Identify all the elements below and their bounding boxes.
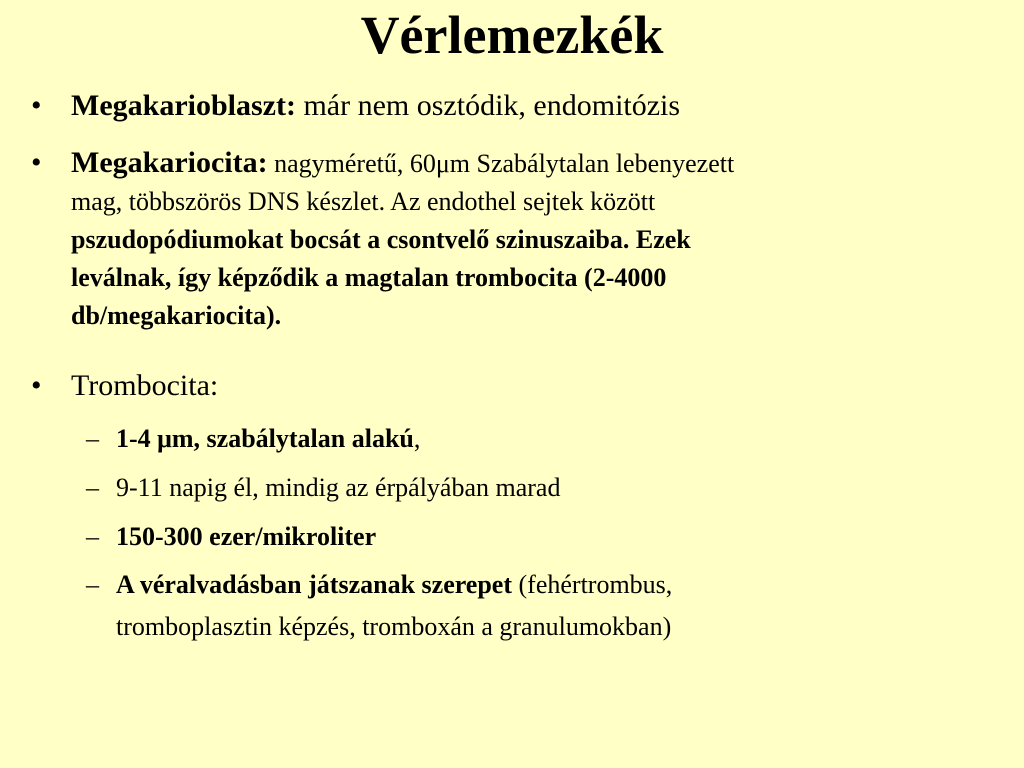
size-suffix: , [413, 424, 421, 453]
sub-bullet-text [116, 470, 986, 506]
term-megakariocita: Megakariocita: [71, 146, 268, 179]
sub-bullet-text [116, 519, 986, 555]
slide-title: Vérlemezkék [360, 5, 664, 65]
size-text: 1-4 μm, szabálytalan alakú [116, 424, 414, 453]
bullet-text [71, 88, 981, 124]
coagulation-paren: (fehértrombus, [512, 570, 673, 599]
dash-marker: – [86, 522, 99, 551]
trombocita-colon: : [209, 369, 219, 402]
megakarioblaszt-description: már nem osztódik, endomitózis [295, 89, 681, 122]
dash-marker: – [86, 424, 99, 453]
dash-marker: – [86, 570, 99, 599]
bullet-dot: • [31, 146, 42, 179]
bullet-dot: • [31, 369, 42, 402]
sub-bullet-text [116, 421, 986, 457]
bullet-text [71, 145, 981, 335]
bullet-dot: • [31, 89, 42, 122]
sub-bullet-text [116, 567, 986, 645]
megakariocita-line-5: db/megakariocita). [71, 301, 282, 330]
megakariocita-line-1-rest: nagyméretű, 60μm Szabálytalan lebenyezett [267, 149, 735, 178]
bullet-text [71, 368, 981, 404]
lifespan-text: 9-11 napig él, mindig az érpályában marad [116, 473, 561, 502]
megakariocita-line-1 [71, 145, 981, 183]
dash-marker: – [86, 473, 99, 502]
term-trombocita: Trombocita [71, 369, 210, 402]
megakariocita-line-2: mag, többszörös DNS készlet. Az endothel sejtek között [71, 187, 656, 216]
coagulation-line-2: tromboplasztin képzés, tromboxán a granulumokban) [116, 612, 672, 641]
term-megakarioblaszt: Megakarioblaszt: [71, 89, 296, 122]
coagulation-line-1 [116, 567, 986, 603]
megakariocita-line-4: leválnak, így képződik a magtalan trombocita (2-4000 [71, 263, 667, 292]
count-text: 150-300 ezer/mikroliter [116, 522, 377, 551]
megakariocita-line-3: pszudopódiumokat bocsát a csontvelő szinuszaiba. Ezek [71, 225, 691, 254]
coagulation-term: A véralvadásban játszanak szerepet [116, 570, 513, 599]
